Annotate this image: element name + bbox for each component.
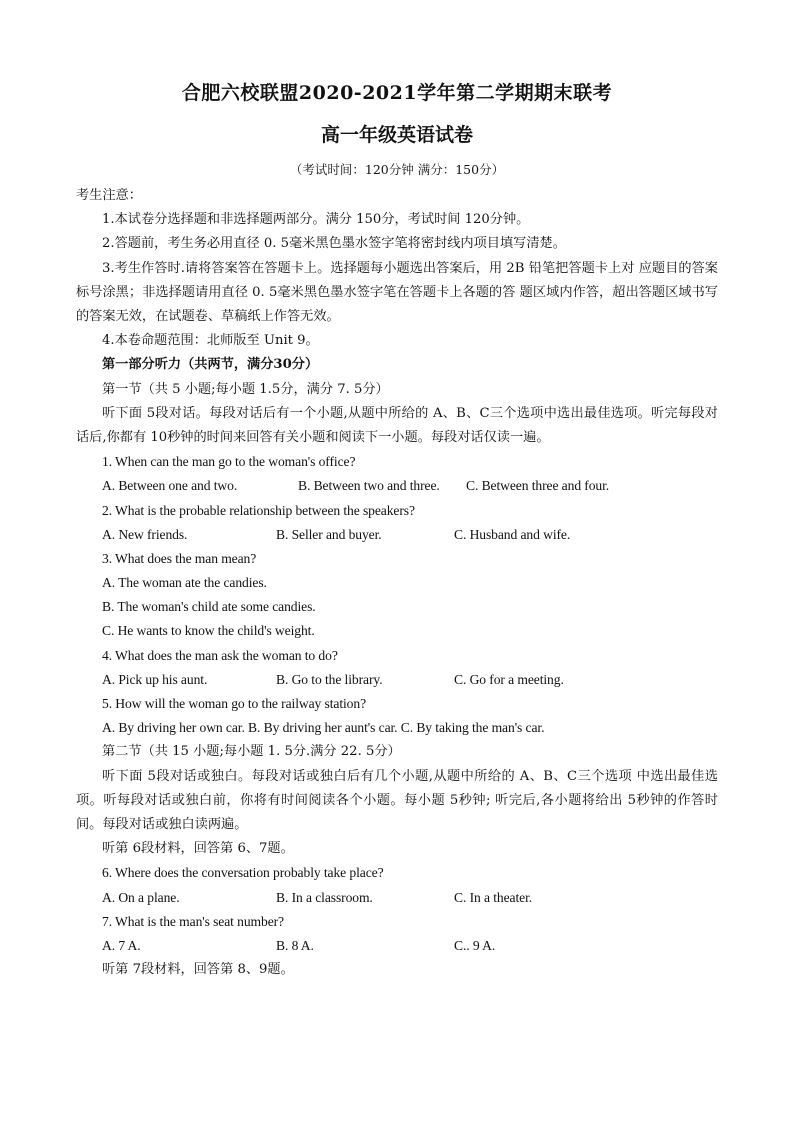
question-2-stem: 2. What is the probable relationship between the speakers? — [102, 502, 415, 518]
question-6-option-c: C. In a theater. — [454, 889, 533, 905]
question-1-option-c: C. Between three and four. — [466, 478, 610, 494]
material-6-prompt: 听第 6段材料，回答第 6、7题。 — [102, 841, 294, 857]
question-7-stem: 7. What is the man's seat number? — [102, 913, 284, 929]
section1-instructions: 听下面 5段对话。每段对话后有一个小题,从题中所给的 A、B、C三个选项中选出最佳选项。听完每段对话后,你都有 10秒钟的时间来回答有关小题和阅读下一小题。每段对话仅读一遍。 — [76, 405, 718, 445]
question-4-option-c: C. Go for a meeting. — [454, 671, 564, 687]
question-5-options: A. By driving her own car. B. By driving her aunt's car. C. By taking the man's car. — [102, 720, 545, 736]
question-4-option-b: B. Go to the library. — [276, 671, 383, 687]
question-2-option-c: C. Husband and wife. — [454, 526, 571, 542]
section1-heading: 第一节（共 5 小题;每小题 1.5分，满分 7. 5分） — [102, 381, 389, 397]
question-3-option-c: C. He wants to know the child's weight. — [102, 623, 315, 639]
question-6-stem: 6. Where does the conversation probably take place? — [102, 865, 384, 881]
question-1-option-a: A. Between one and two. — [102, 478, 238, 494]
part1-heading: 第一部分听力（共两节，满分30分） — [102, 357, 319, 373]
exam-title: 合肥六校联盟2020-2021学年第二学期期末联考 — [181, 82, 613, 104]
question-4-stem: 4. What does the man ask the woman to do? — [102, 647, 338, 663]
question-3-stem: 3. What does the man mean? — [102, 550, 257, 566]
question-4-option-a: A. Pick up his aunt. — [102, 671, 208, 687]
section2-instructions: 听下面 5段对话或独白。每段对话或独白后有几个小题,从题中所给的 A、B、C三个选项 中选出最佳选项。听每段对话或独白前，你将有时间阅读各个小题。每小题 5秒钟; 听完后,各小题将给出 5秒钟的作答时间。每段对话或独白读两遍。 — [76, 768, 718, 832]
exam-content — [76, 184, 718, 982]
notice-item-3: 3.考生作答时.请将答案答在答题卡上。选择题每小题选出答案后，用 2B 铅笔把答题卡上对 应题目的答案标号涂黑；非选择题请用直径 0. 5毫米黑色墨水签字笔在答题卡上各题的答 题区域内作答，超出答题区域书写的答案无效，在试题卷、草稿纸上作答无效。 — [76, 260, 718, 324]
question-5-stem: 5. How will the woman go to the railway station? — [102, 696, 367, 712]
question-6-option-b: B. In a classroom. — [276, 889, 373, 905]
question-6-options — [76, 886, 718, 910]
question-2-options — [76, 523, 718, 547]
question-2-option-a: A. New friends. — [102, 526, 188, 542]
question-7-options — [76, 934, 718, 958]
material-7-prompt: 听第 7段材料，回答第 8、9题。 — [102, 962, 294, 978]
notice-item-1: 1.本试卷分选择题和非选择题两部分。满分 150分，考试时间 120分钟。 — [102, 212, 530, 228]
question-7-option-b: B. 8 A. — [276, 937, 314, 953]
question-1-options — [76, 474, 718, 498]
question-6-option-a: A. On a plane. — [102, 889, 180, 905]
section2-heading: 第二节（共 15 小题;每小题 1. 5分.满分 22. 5分） — [102, 744, 401, 760]
question-2-option-b: B. Seller and buyer. — [276, 526, 382, 542]
notice-item-2: 2.答题前，考生务必用直径 0. 5毫米黑色墨水签字笔将密封线内项目填写清楚。 — [102, 236, 566, 252]
notice-item-4: 4.本卷命题范围：北师版至 Unit 9。 — [102, 333, 319, 349]
question-7-option-c: C.. 9 A. — [454, 937, 496, 953]
question-1-stem: 1. When can the man go to the woman's office? — [102, 454, 356, 470]
question-3-option-a: A. The woman ate the candies. — [102, 575, 267, 591]
notice-heading: 考生注意： — [76, 188, 142, 203]
question-7-option-a: A. 7 A. — [102, 937, 141, 953]
question-3-option-b: B. The woman's child ate some candies. — [102, 599, 316, 615]
question-1-option-b: B. Between two and three. — [298, 478, 440, 494]
exam-subtitle: 高一年级英语试卷 — [320, 124, 473, 146]
exam-time-info: （考试时间：120分钟 满分：150分） — [289, 162, 505, 177]
question-4-options — [76, 668, 718, 692]
